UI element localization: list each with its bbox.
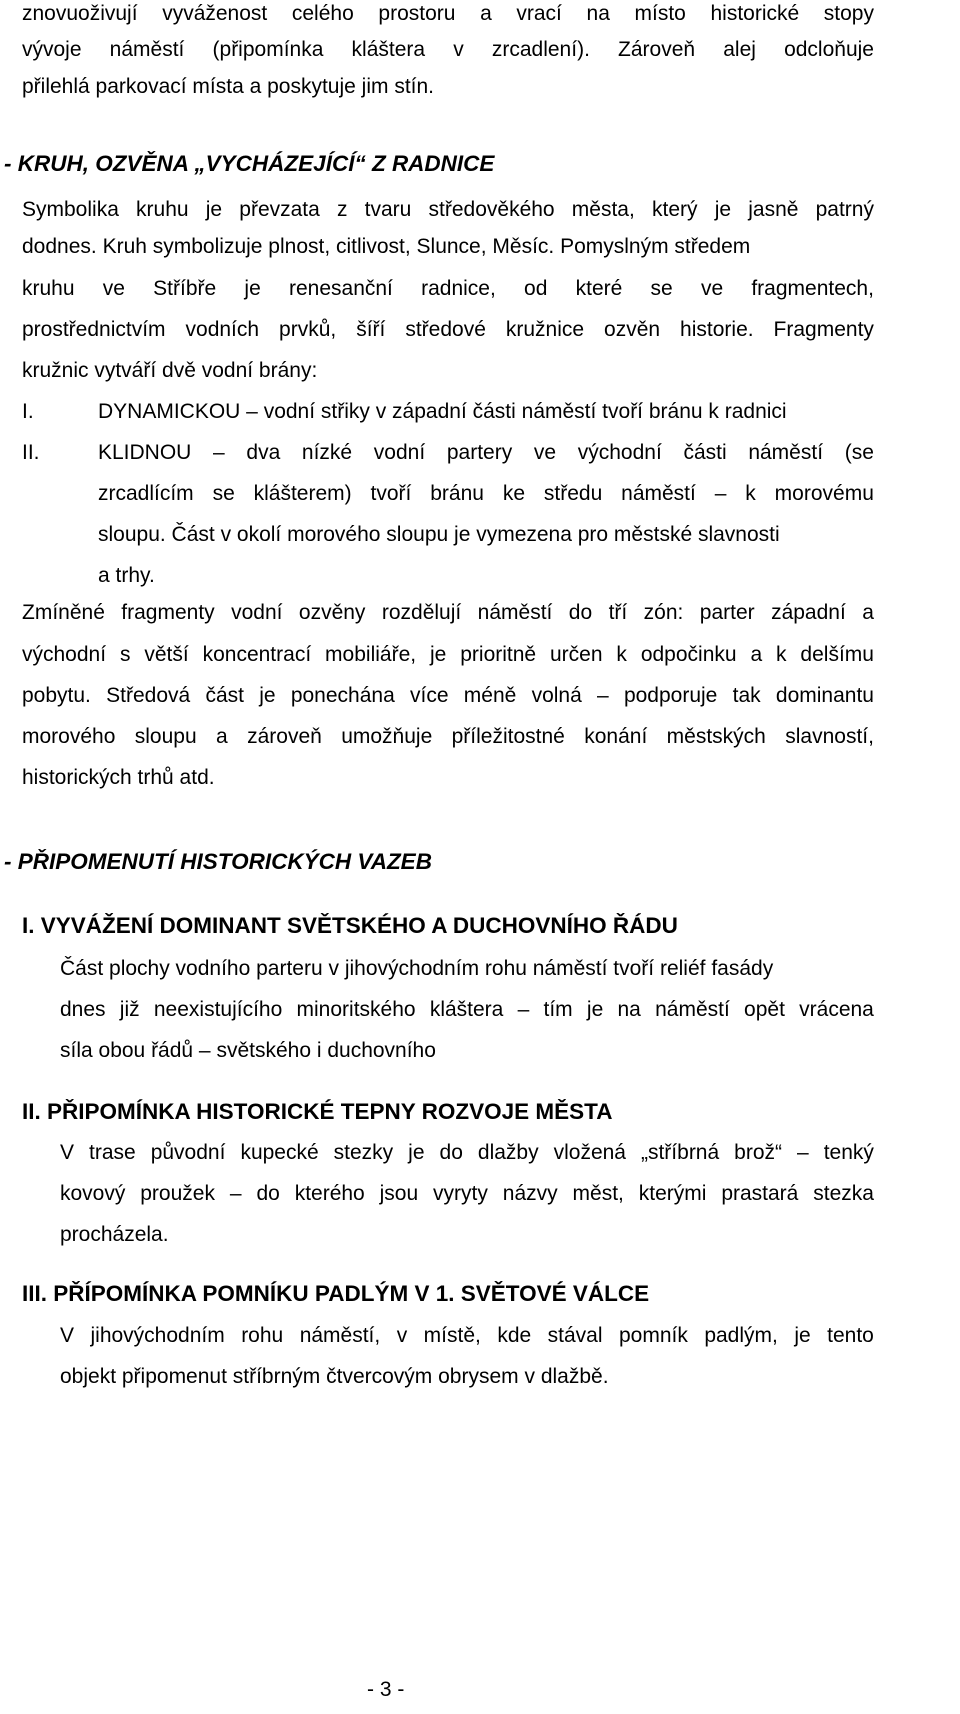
body-line: V jihovýchodním rohu náměstí, v místě, kde stával pomník padlým, je tento: [60, 1324, 874, 1347]
section-heading: - KRUH, OZVĚNA „VYCHÁZEJÍCÍ“ Z RADNICE: [4, 151, 495, 176]
list-number: I.: [22, 400, 34, 423]
body-line: V trase původní kupecké stezky je do dlažby vložená „stříbrná brož“ – tenký: [60, 1141, 874, 1164]
subsection-title: I. VYVÁŽENÍ DOMINANT SVĚTSKÉHO A DUCHOVNÍHO ŘÁDU: [22, 913, 678, 938]
body-line: Zmíněné fragmenty vodní ozvěny rozdělují náměstí do tří zón: parter západní a: [22, 601, 874, 624]
body-line: procházela.: [60, 1223, 169, 1246]
body-line: Symbolika kruhu je převzata z tvaru středověkého města, který je jasně patrný: [22, 198, 874, 221]
body-line: znovuoživují vyváženost celého prostoru a vrací na místo historické stopy: [22, 2, 874, 25]
list-item-line: zrcadlícím se klášterem) tvoří bránu ke středu náměstí – k morovému: [98, 482, 874, 505]
body-line: Část plochy vodního parteru v jihovýchodním rohu náměstí tvoří reliéf fasády: [60, 957, 774, 980]
list-item-line: KLIDNOU – dva nízké vodní partery ve východní části náměstí (se: [98, 441, 874, 464]
body-line: vývoje náměstí (připomínka kláštera v zrcadlení). Zároveň alej odcloňuje: [22, 38, 874, 61]
body-line: dnes již neexistujícího minoritského kláštera – tím je na náměstí opět vrácena: [60, 998, 874, 1021]
body-line: prostřednictvím vodních prvků, šíří středové kružnice ozvěn historie. Fragmenty: [22, 318, 874, 341]
body-line: kružnic vytváří dvě vodní brány:: [22, 359, 318, 382]
list-item-line: DYNAMICKOU – vodní střiky v západní části náměstí tvoří bránu k radnici: [98, 400, 787, 423]
list-item-line: sloupu. Část v okolí morového sloupu je vymezena pro městské slavnosti: [98, 523, 780, 546]
body-line: objekt připomenut stříbrným čtvercovým obrysem v dlažbě.: [60, 1365, 609, 1388]
list-item-line: a trhy.: [98, 564, 155, 587]
body-line: východní s větší koncentrací mobiliáře, je prioritně určen k odpočinku a k delšímu: [22, 643, 874, 666]
body-line: pobytu. Středová část je ponechána více méně volná – podporuje tak dominantu: [22, 684, 874, 707]
body-line: historických trhů atd.: [22, 766, 215, 789]
body-line: morového sloupu a zároveň umožňuje příležitostné konání městských slavností,: [22, 725, 874, 748]
section-heading: - PŘIPOMENUTÍ HISTORICKÝCH VAZEB: [4, 849, 432, 874]
list-number: II.: [22, 441, 40, 464]
page-number: - 3 -: [367, 1678, 405, 1701]
subsection-title: II. PŘIPOMÍNKA HISTORICKÉ TEPNY ROZVOJE MĚSTA: [22, 1099, 613, 1124]
body-line: přilehlá parkovací místa a poskytuje jim stín.: [22, 75, 435, 98]
body-line: dodnes. Kruh symbolizuje plnost, citlivost, Slunce, Měsíc. Pomyslným středem: [22, 235, 751, 258]
subsection-title: III. PŘÍPOMÍNKA POMNÍKU PADLÝM V 1. SVĚTOVÉ VÁLCE: [22, 1281, 650, 1306]
body-line: síla obou řádů – světského i duchovního: [60, 1039, 436, 1062]
body-line: kruhu ve Stříbře je renesanční radnice, od které se ve fragmentech,: [22, 277, 874, 300]
body-line: kovový proužek – do kterého jsou vyryty názvy měst, kterými prastará stezka: [60, 1182, 874, 1205]
